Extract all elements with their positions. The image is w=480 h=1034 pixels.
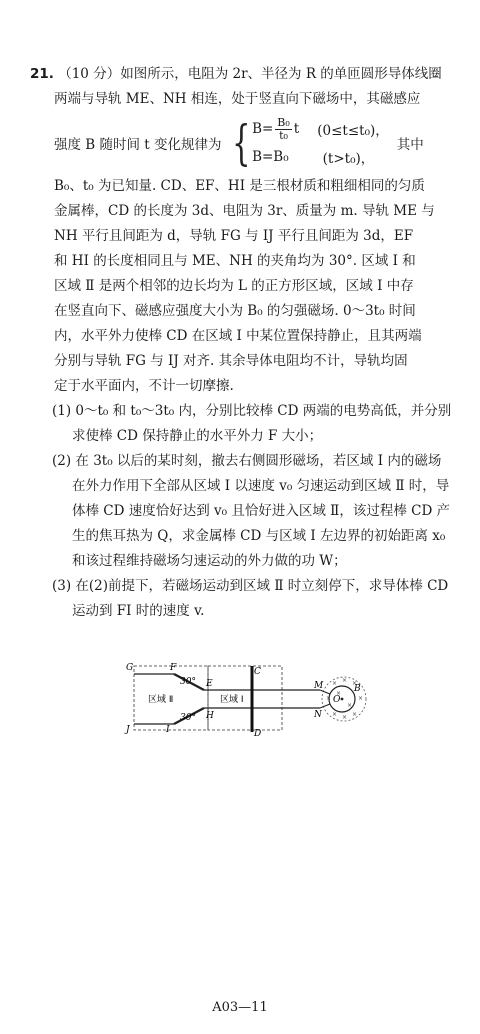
body-line-2: 金属棒，CD 的长度为 3d、电阻为 3r、质量为 m. 导轨 ME 与 [54,203,435,219]
svg-text:×: × [347,702,353,709]
case2-expression: B=B₀ [252,149,289,165]
label-n: N [314,710,322,720]
svg-text:×: × [352,680,358,687]
svg-text:×: × [326,695,332,702]
case1-condition: (0≤t≤t₀)， [317,123,389,139]
rail-diagram [120,660,370,738]
piecewise-cases [252,115,389,171]
case2-condition: (t>t₀)， [322,151,375,167]
case1-denominator: t₀ [279,128,288,142]
label-f: F [170,663,177,673]
body-line-1: B₀、t₀ 为已知量. CD、EF、HI 是三根材质和粗细相同的匀质 [54,178,425,194]
body-line-4: 和 HI 的长度相同且与 ME、NH 的夹角均为 30°. 区域 Ⅰ 和 [54,253,416,269]
left-brace: { [231,115,250,171]
label-g: G [126,663,134,673]
body-line-6: 在竖直向下、磁感应强度大小为 B₀ 的匀强磁场. 0～3t₀ 时间 [54,303,416,319]
case-1 [252,115,389,143]
label-i: I [166,725,170,735]
svg-text:×: × [358,695,364,702]
label-region-1: 区域 Ⅰ [220,695,244,705]
case1-numerator: B₀ [277,115,290,129]
body-line-5: 区域 Ⅱ 是两个相邻的边长均为 L 的正方形区域，区域 Ⅰ 中存 [54,278,414,294]
label-b: B [354,684,361,694]
problem-line-1 [30,62,454,87]
label-e: E [206,679,213,689]
case-2 [252,143,389,171]
lead-n [320,704,330,708]
label-angle-bottom: 30° [180,713,196,723]
formula-row [30,112,454,174]
svg-text:×: × [352,711,358,718]
sub-question-3: (3) 在(2)前提下，若磁场运动到区域 Ⅱ 时立刻停下，求导体棒 CD 运动到 FI 时的速度 v. [52,578,449,619]
label-o: O [333,695,341,705]
label-d: D [254,729,262,738]
case1-variable: t [293,121,300,137]
svg-text:×: × [342,677,348,684]
svg-text:×: × [332,711,338,718]
problem-intro-1: （10 分）如图所示，电阻为 2r、半径为 R 的单匝圆形导体线圈 [58,66,442,82]
svg-text:×: × [332,680,338,687]
label-c: C [254,667,261,677]
body-line-7: 内，水平外力使棒 CD 在区域 Ⅰ 中某位置保持静止，且其两端 [54,328,422,344]
question-number: 21. [30,66,54,82]
label-region-2: 区域 Ⅱ [148,695,174,705]
page-footer: A03—11 [212,1000,268,1015]
svg-text:×: × [342,714,348,721]
formula-suffix: 其中 [396,137,424,153]
body-line-3: NH 平行且间距为 d，导轨 FG 与 IJ 平行且间距为 3d，EF [54,228,414,244]
case1-lhs: B= [252,121,274,137]
coil-center [341,698,344,701]
label-j: J [126,725,130,735]
body-line-9: 定于水平面内，不计一切摩擦. [54,378,234,394]
body-line-8: 分别与导轨 FG 与 IJ 对齐. 其余导体电阻均不计，导轨均固 [54,353,408,369]
problem-line-2: 两端与导轨 ME、NH 相连，处于竖直向下磁场中，其磁感应 [54,91,421,107]
label-m: M [314,681,324,691]
case1-fraction [275,117,292,142]
sub-question-2: (2) 在 3t₀ 以后的某时刻，撤去右侧圆形磁场，若区域 Ⅰ 内的磁场在外力作用下全部从区域 Ⅰ 以速度 v₀ 匀速运动到区域 Ⅱ 时，导体棒 CD 速度恰好达到 v₀ 且恰好进入区域 Ⅱ，该过程棒 CD 产生的焦耳热为 Q，求金属棒 CD 与区域 Ⅰ 左边界的初始距离 x₀ 和该过程维持磁场匀速运动的外力做的功 W； [52,453,451,569]
label-h: H [206,711,214,721]
label-angle-top: 30° [180,677,196,687]
svg-text:×: × [336,690,342,697]
sub-question-1: (1) 0～t₀ 和 t₀～3t₀ 内，分别比较棒 CD 两端的电势高低，并分别求使棒 CD 保持静止的水平外力 F 大小； [52,403,452,444]
problem-21 [30,62,454,624]
formula-prefix: 强度 B 随时间 t 变化规律为 [54,137,222,153]
